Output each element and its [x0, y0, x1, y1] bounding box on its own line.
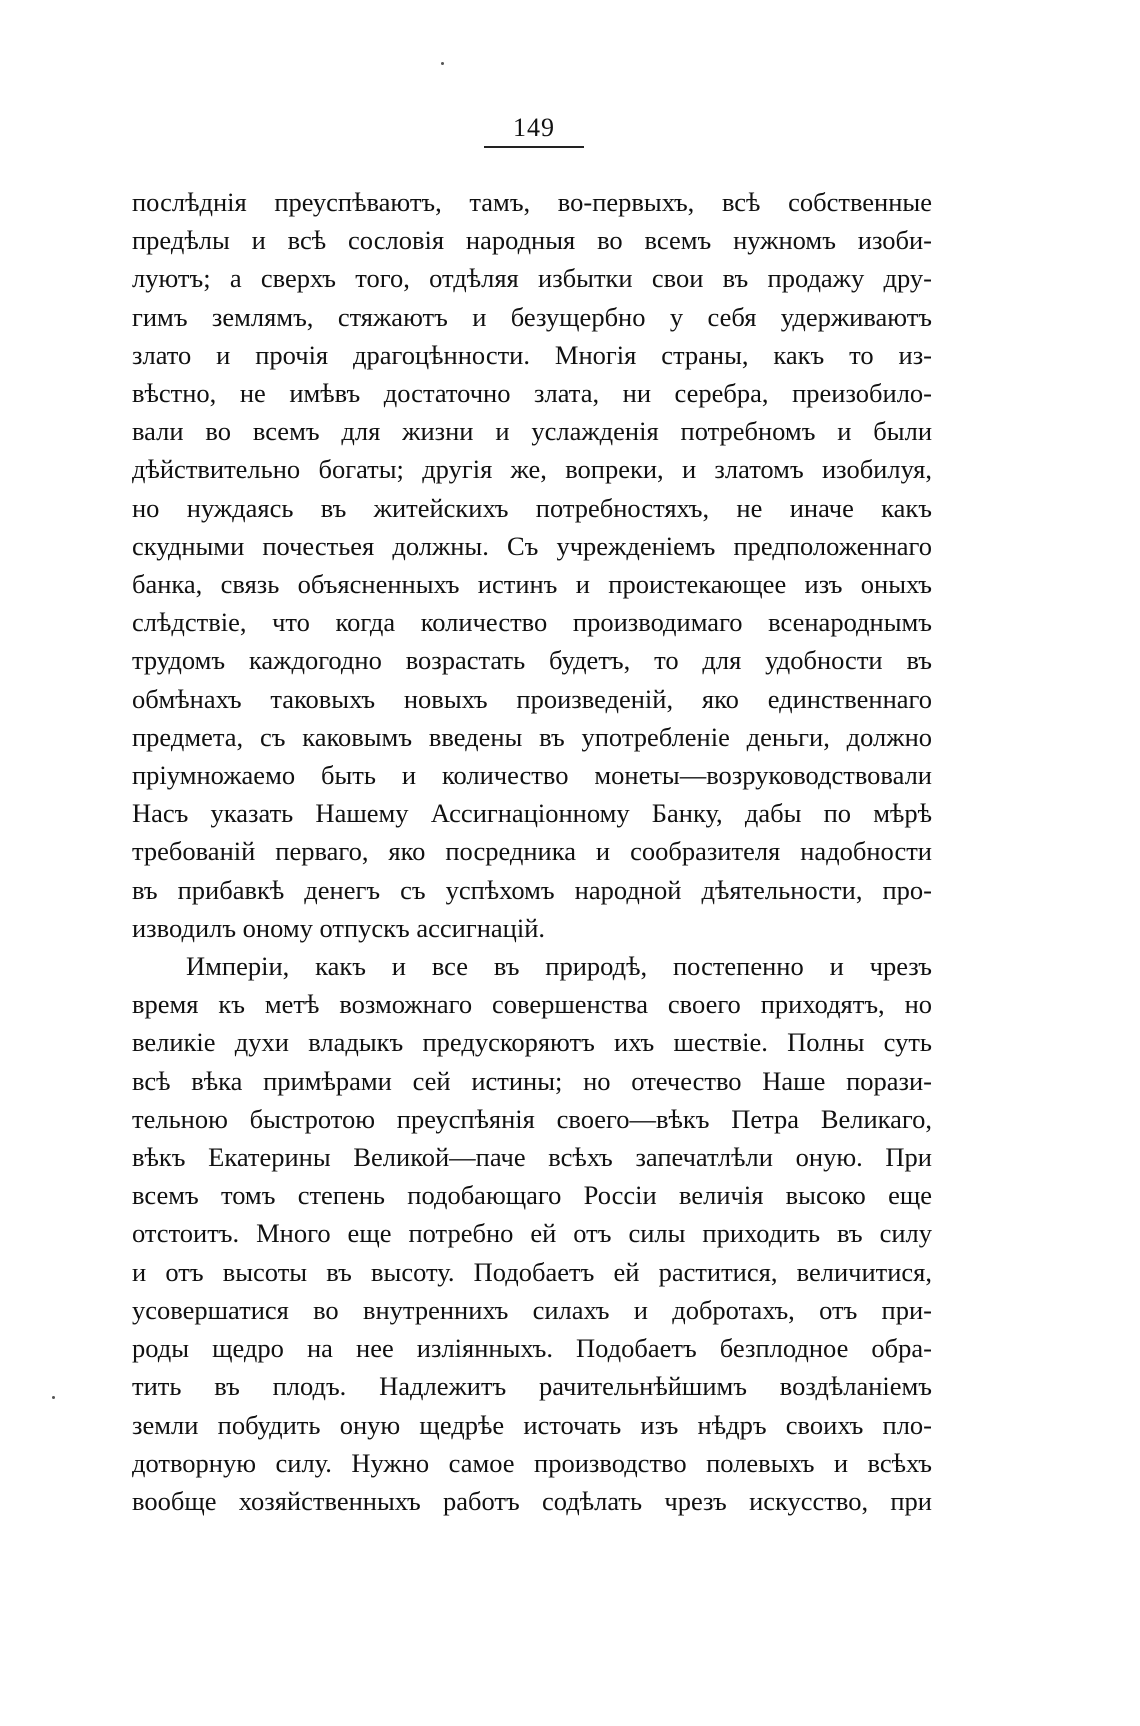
text-line: великіе духи владыкъ предускоряютъ ихъ шествіе. Полны суть [132, 1027, 932, 1058]
text-line: усовершатися во внутреннихъ силахъ и добротахъ, отъ при- [132, 1294, 932, 1325]
text-body [132, 183, 932, 1520]
text-line: слѣдствіе, что когда количество производимаго всенароднымъ [132, 607, 932, 638]
text-line: вѣстно, не имѣвъ достаточно злата, ни серебра, преизобило- [132, 378, 932, 409]
paragraph-2 [132, 947, 932, 1520]
text-line: дѣйствительно богаты; другія же, вопреки, и златомъ изобилуя, [132, 454, 932, 485]
text-line: отстоитъ. Много еще потребно ей отъ силы приходить въ силу [132, 1218, 932, 1249]
text-line: земли побудить оную щедрѣе источать изъ нѣдръ своихъ пло- [132, 1409, 932, 1440]
text-line: роды щедро на нее излiянныхъ. Подобаетъ безплодное обра- [132, 1333, 932, 1364]
text-line: тить въ плодъ. Надлежитъ рачительнѣйшимъ воздѣланіемъ [132, 1371, 932, 1402]
text-line: требованій перваго, яко посредника и сообразителя надобности [132, 836, 932, 867]
text-line: въ прибавкѣ денегъ съ успѣхомъ народной дѣятельности, про- [132, 874, 932, 905]
text-line: вообще хозяйственныхъ работъ содѣлать чрезъ искусство, при [132, 1485, 932, 1516]
text-line: предмета, съ каковымъ введены въ употребленіе деньги, должно [132, 721, 932, 752]
text-line: гимъ землямъ, стяжаютъ и безущербно у себя удерживаютъ [132, 301, 932, 332]
paragraph-1 [132, 183, 932, 947]
text-line: луютъ; а сверхъ того, отдѣляя избытки свои въ продажу дру- [132, 263, 932, 294]
print-speck [441, 62, 444, 65]
text-line: изводилъ оному отпускъ ассигнацій. [132, 912, 546, 943]
text-line: обмѣнахъ таковыхъ новыхъ произведеній, яко единственнаго [132, 683, 932, 714]
text-line: послѣднія преуспѣваютъ, тамъ, во-первыхъ, всѣ собственные [132, 187, 932, 217]
text-line: и отъ высоты въ высоту. Подобаетъ ей раститися, величитися, [132, 1256, 932, 1287]
text-line: злато и прочія драгоцѣнности. Многія страны, какъ то из- [132, 339, 932, 370]
text-line: Насъ указать Нашему Ассигнаціонному Банку, дабы по мѣрѣ [132, 798, 932, 829]
text-line: но нуждаясь въ житейскихъ потребностяхъ, не иначе какъ [132, 492, 932, 523]
text-line: предѣлы и всѣ сословія народныя во всемъ нужномъ изоби- [132, 225, 932, 256]
text-line: трудомъ каждогодно возрастать будетъ, то для удобности въ [132, 645, 932, 676]
print-speck [52, 1396, 55, 1399]
page-number: 149 [513, 113, 555, 142]
text-line: дотворную силу. Нужно самое производство полевыхъ и всѣхъ [132, 1447, 932, 1478]
text-line: всѣ вѣка примѣрами сей истины; но отечество Наше порази- [132, 1065, 932, 1096]
text-line: скудными почестьея должны. Съ учрежденіемъ предположеннаго [132, 530, 932, 561]
page-number-rule [484, 146, 584, 148]
text-line: тельною быстротою преуспѣянія своего—вѣкъ Петра Великаго, [132, 1103, 932, 1134]
text-line: всемъ томъ степень подобающаго Россіи величія высоко еще [132, 1180, 932, 1211]
text-line: Имперіи, какъ и все въ природѣ, постепенно и чрезъ [186, 951, 932, 982]
text-line: пріумножаемо быть и количество монеты—возруководствовали [132, 760, 932, 791]
text-line: время къ метѣ возможнаго совершенства своего приходятъ, но [132, 989, 932, 1020]
text-line: банка, связь объясненныхъ истинъ и проистекающее изъ оныхъ [132, 569, 932, 600]
text-line: вѣкъ Екатерины Великой—паче всѣхъ запечатлѣли оную. При [132, 1142, 932, 1173]
text-line: вали во всемъ для жизни и услажденія потребномъ и были [132, 416, 932, 447]
